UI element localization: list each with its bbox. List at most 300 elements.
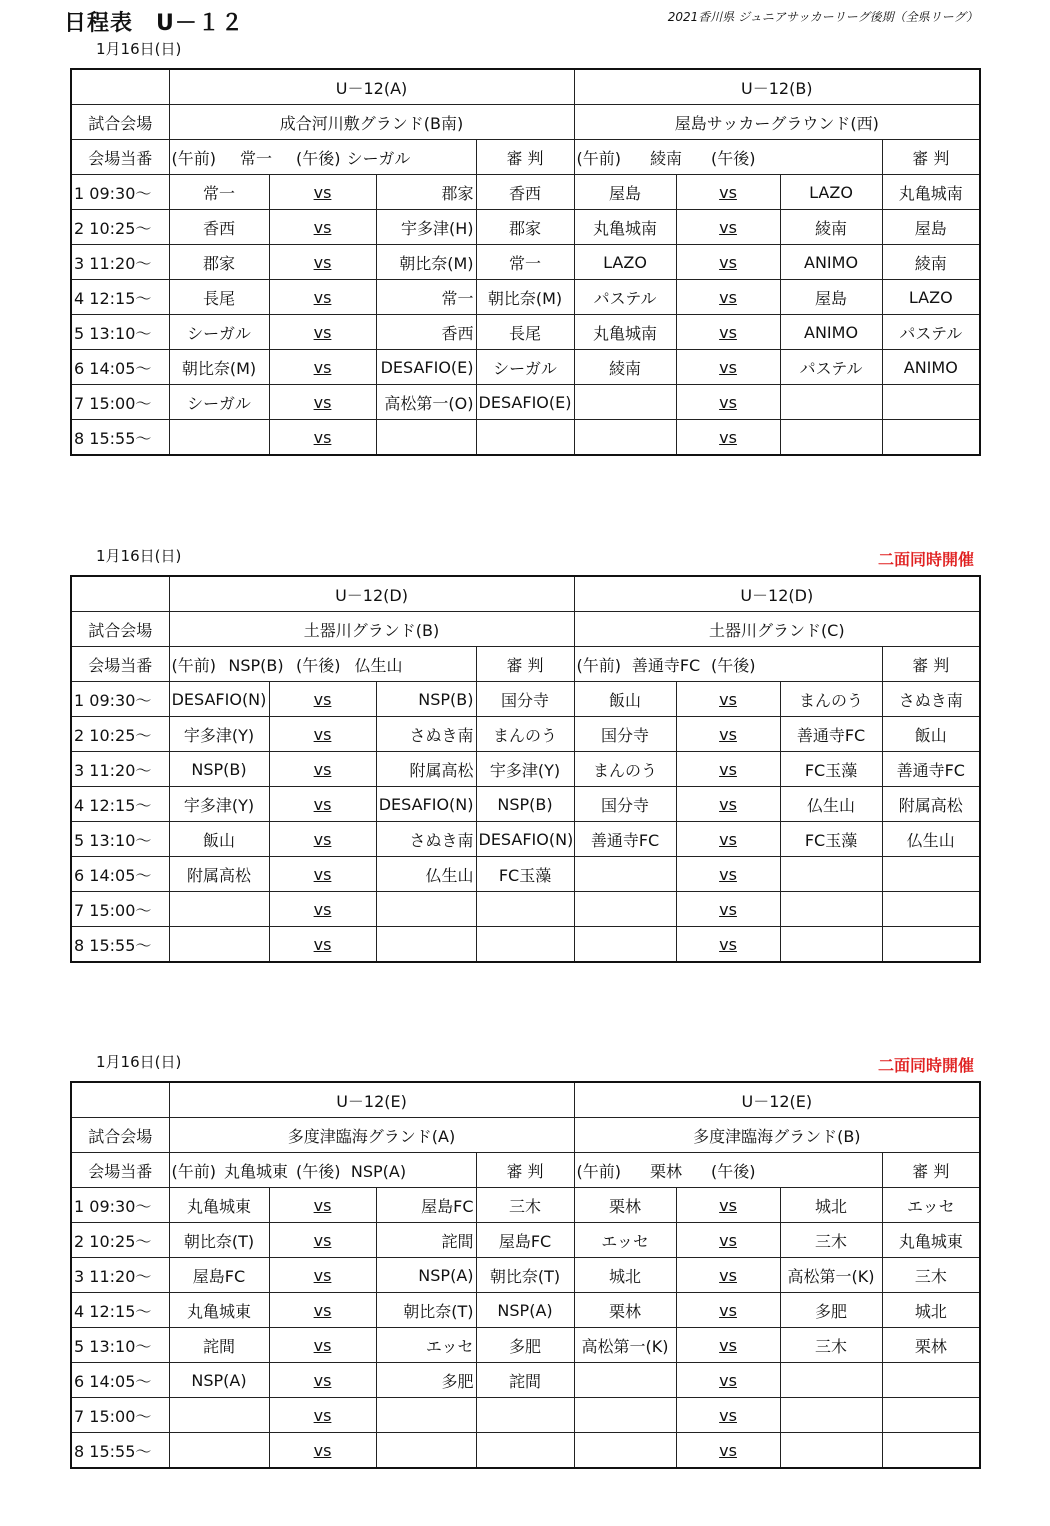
duty-am-left: 常一 bbox=[239, 148, 272, 168]
home-team-left: 詫間 bbox=[169, 1328, 269, 1363]
schedule-section bbox=[70, 38, 980, 478]
referee-left: 長尾 bbox=[476, 315, 574, 350]
slot-number: 4 bbox=[74, 795, 85, 815]
kickoff-time: 13:10～ bbox=[89, 830, 152, 850]
referee-left bbox=[476, 927, 574, 963]
vs-left: vs bbox=[269, 1328, 376, 1363]
referee-right bbox=[882, 857, 980, 892]
vs-left: vs bbox=[269, 1433, 376, 1469]
duty-right bbox=[574, 1153, 882, 1188]
referee-left: 三木 bbox=[476, 1188, 574, 1223]
kickoff-time: 15:55～ bbox=[89, 1441, 152, 1461]
pm-label: (午後) bbox=[711, 655, 756, 675]
home-team-right: 綾南 bbox=[574, 350, 676, 385]
slot-time-cell bbox=[71, 892, 169, 927]
vs-left: vs bbox=[269, 420, 376, 456]
referee-label-left: 審 判 bbox=[476, 647, 574, 682]
vs-right: vs bbox=[676, 350, 780, 385]
away-team-right: 城北 bbox=[780, 1188, 882, 1223]
slot-time-cell bbox=[71, 315, 169, 350]
vs-left: vs bbox=[269, 1188, 376, 1223]
home-team-right: LAZO bbox=[574, 245, 676, 280]
vs-left: vs bbox=[269, 927, 376, 963]
home-team-left: 郡家 bbox=[169, 245, 269, 280]
venue-left: 土器川グランド(B) bbox=[169, 612, 574, 647]
schedule-section bbox=[70, 1051, 980, 1491]
vs-right: vs bbox=[676, 385, 780, 420]
referee-right bbox=[882, 385, 980, 420]
venue-row bbox=[71, 1118, 980, 1153]
away-team-right: 三木 bbox=[780, 1223, 882, 1258]
home-team-right bbox=[574, 420, 676, 456]
am-label: (午前) bbox=[576, 655, 622, 675]
vs-left: vs bbox=[269, 1398, 376, 1433]
venue-left: 成合河川敷グランド(B南) bbox=[169, 105, 574, 140]
am-label: (午前) bbox=[576, 148, 622, 168]
league-name-right: U－12(B) bbox=[574, 69, 980, 105]
slot-number: 3 bbox=[74, 1266, 85, 1286]
simultaneous-note: 二面同時開催 bbox=[877, 1056, 974, 1075]
referee-right bbox=[882, 1363, 980, 1398]
vs-left: vs bbox=[269, 245, 376, 280]
league-header-row bbox=[71, 1082, 980, 1118]
duty-pm-left: シーガル bbox=[346, 148, 411, 168]
match-date: 1月16日(日) bbox=[96, 1053, 182, 1071]
home-team-right bbox=[574, 385, 676, 420]
away-team-right: 高松第一(K) bbox=[780, 1258, 882, 1293]
match-row bbox=[71, 385, 980, 420]
referee-right: 善通寺FC bbox=[882, 752, 980, 787]
slot-time-cell bbox=[71, 1363, 169, 1398]
slot-time-cell bbox=[71, 280, 169, 315]
vs-right: vs bbox=[676, 1293, 780, 1328]
slot-number: 7 bbox=[74, 393, 85, 413]
home-team-left: 朝比奈(M) bbox=[169, 350, 269, 385]
vs-left: vs bbox=[269, 350, 376, 385]
away-team-left bbox=[376, 1433, 476, 1469]
home-team-left: 朝比奈(T) bbox=[169, 1223, 269, 1258]
away-team-left: エッセ bbox=[376, 1328, 476, 1363]
slot-time-cell bbox=[71, 385, 169, 420]
slot-number: 3 bbox=[74, 760, 85, 780]
slot-number: 8 bbox=[74, 428, 85, 448]
away-team-left: NSP(B) bbox=[376, 682, 476, 717]
referee-left bbox=[476, 1433, 574, 1469]
referee-left: DESAFIO(E) bbox=[476, 385, 574, 420]
referee-left: 郡家 bbox=[476, 210, 574, 245]
vs-left: vs bbox=[269, 717, 376, 752]
slot-number: 6 bbox=[74, 865, 85, 885]
away-team-right bbox=[780, 1433, 882, 1469]
league-name-left: U－12(E) bbox=[169, 1082, 574, 1118]
vs-left: vs bbox=[269, 1363, 376, 1398]
away-team-left: 香西 bbox=[376, 315, 476, 350]
kickoff-time: 09:30～ bbox=[89, 1196, 152, 1216]
vs-left: vs bbox=[269, 892, 376, 927]
match-row bbox=[71, 752, 980, 787]
corner-cell bbox=[71, 576, 169, 612]
venue-right: 多度津臨海グランド(B) bbox=[574, 1118, 980, 1153]
vs-right: vs bbox=[676, 927, 780, 963]
match-row bbox=[71, 927, 980, 963]
away-team-left bbox=[376, 1398, 476, 1433]
home-team-right bbox=[574, 1433, 676, 1469]
away-team-right: まんのう bbox=[780, 682, 882, 717]
referee-left: シーガル bbox=[476, 350, 574, 385]
slot-time-cell bbox=[71, 752, 169, 787]
vs-left: vs bbox=[269, 1258, 376, 1293]
duty-am-left: NSP(B) bbox=[228, 655, 284, 675]
league-name-left: U－12(A) bbox=[169, 69, 574, 105]
away-team-left: 屋島FC bbox=[376, 1188, 476, 1223]
home-team-right: 城北 bbox=[574, 1258, 676, 1293]
home-team-left: シーガル bbox=[169, 315, 269, 350]
vs-right: vs bbox=[676, 857, 780, 892]
home-team-right bbox=[574, 892, 676, 927]
referee-label-right: 審 判 bbox=[882, 1153, 980, 1188]
away-team-left: DESAFIO(N) bbox=[376, 787, 476, 822]
vs-right: vs bbox=[676, 752, 780, 787]
vs-right: vs bbox=[676, 175, 780, 210]
match-row bbox=[71, 892, 980, 927]
away-team-left: 朝比奈(T) bbox=[376, 1293, 476, 1328]
duty-left bbox=[169, 140, 476, 175]
vs-right: vs bbox=[676, 892, 780, 927]
venue-left: 多度津臨海グランド(A) bbox=[169, 1118, 574, 1153]
am-label: (午前) bbox=[171, 1161, 216, 1181]
venue-label: 試合会場 bbox=[71, 612, 169, 647]
referee-right bbox=[882, 1433, 980, 1469]
vs-left: vs bbox=[269, 787, 376, 822]
match-row bbox=[71, 175, 980, 210]
slot-number: 1 bbox=[74, 183, 85, 203]
kickoff-time: 15:00～ bbox=[89, 1406, 152, 1426]
home-team-left: DESAFIO(N) bbox=[169, 682, 269, 717]
vs-left: vs bbox=[269, 1293, 376, 1328]
match-row bbox=[71, 717, 980, 752]
kickoff-time: 12:15～ bbox=[89, 288, 152, 308]
vs-right: vs bbox=[676, 1363, 780, 1398]
away-team-right bbox=[780, 385, 882, 420]
away-team-left bbox=[376, 420, 476, 456]
duty-label: 会場当番 bbox=[71, 647, 169, 682]
referee-right: 附属高松 bbox=[882, 787, 980, 822]
home-team-left: 長尾 bbox=[169, 280, 269, 315]
slot-number: 5 bbox=[74, 1336, 85, 1356]
referee-right: さぬき南 bbox=[882, 682, 980, 717]
slot-time-cell bbox=[71, 175, 169, 210]
home-team-right bbox=[574, 1363, 676, 1398]
duty-label: 会場当番 bbox=[71, 140, 169, 175]
slot-number: 5 bbox=[74, 830, 85, 850]
referee-label-right: 審 判 bbox=[882, 647, 980, 682]
away-team-right: 三木 bbox=[780, 1328, 882, 1363]
away-team-left: さぬき南 bbox=[376, 717, 476, 752]
away-team-left: 宇多津(H) bbox=[376, 210, 476, 245]
vs-right: vs bbox=[676, 1433, 780, 1469]
venue-right: 土器川グランド(C) bbox=[574, 612, 980, 647]
away-team-right: 仏生山 bbox=[780, 787, 882, 822]
venue-label: 試合会場 bbox=[71, 1118, 169, 1153]
kickoff-time: 14:05～ bbox=[89, 865, 152, 885]
kickoff-time: 12:15～ bbox=[89, 1301, 152, 1321]
slot-number: 8 bbox=[74, 1441, 85, 1461]
home-team-right: 栗林 bbox=[574, 1293, 676, 1328]
simultaneous-note: 二面同時開催 bbox=[877, 550, 974, 569]
vs-left: vs bbox=[269, 1223, 376, 1258]
slot-number: 4 bbox=[74, 288, 85, 308]
away-team-right: FC玉藻 bbox=[780, 752, 882, 787]
am-label: (午前) bbox=[576, 1161, 622, 1181]
slot-time-cell bbox=[71, 1223, 169, 1258]
pm-label: (午後) bbox=[711, 1161, 756, 1181]
vs-right: vs bbox=[676, 1258, 780, 1293]
slot-number: 1 bbox=[74, 1196, 85, 1216]
kickoff-time: 14:05～ bbox=[89, 358, 152, 378]
away-team-right: 善通寺FC bbox=[780, 717, 882, 752]
match-row bbox=[71, 1433, 980, 1469]
home-team-left: 常一 bbox=[169, 175, 269, 210]
slot-number: 2 bbox=[74, 218, 85, 238]
match-row bbox=[71, 350, 980, 385]
referee-right: 丸亀城東 bbox=[882, 1223, 980, 1258]
slot-number: 1 bbox=[74, 690, 85, 710]
home-team-left: 丸亀城東 bbox=[169, 1188, 269, 1223]
match-row bbox=[71, 280, 980, 315]
home-team-right: 高松第一(K) bbox=[574, 1328, 676, 1363]
slot-time-cell bbox=[71, 717, 169, 752]
duty-left bbox=[169, 647, 476, 682]
home-team-right bbox=[574, 857, 676, 892]
home-team-right: 栗林 bbox=[574, 1188, 676, 1223]
slot-time-cell bbox=[71, 245, 169, 280]
away-team-left: DESAFIO(E) bbox=[376, 350, 476, 385]
home-team-left bbox=[169, 1398, 269, 1433]
referee-label-left: 審 判 bbox=[476, 1153, 574, 1188]
am-label: (午前) bbox=[171, 148, 216, 168]
home-team-left bbox=[169, 1433, 269, 1469]
pm-label: (午後) bbox=[296, 1161, 341, 1181]
vs-left: vs bbox=[269, 857, 376, 892]
slot-number: 2 bbox=[74, 725, 85, 745]
kickoff-time: 11:20～ bbox=[89, 1266, 152, 1286]
referee-right: 丸亀城南 bbox=[882, 175, 980, 210]
am-label: (午前) bbox=[171, 655, 216, 675]
home-team-left: 附属高松 bbox=[169, 857, 269, 892]
referee-left: 常一 bbox=[476, 245, 574, 280]
slot-time-cell bbox=[71, 1328, 169, 1363]
duty-am-left: 丸亀城東 bbox=[223, 1161, 288, 1181]
vs-left: vs bbox=[269, 682, 376, 717]
kickoff-time: 09:30～ bbox=[89, 690, 152, 710]
vs-left: vs bbox=[269, 385, 376, 420]
away-team-left: 詫間 bbox=[376, 1223, 476, 1258]
referee-right: エッセ bbox=[882, 1188, 980, 1223]
vs-right: vs bbox=[676, 1223, 780, 1258]
away-team-left: 附属高松 bbox=[376, 752, 476, 787]
vs-right: vs bbox=[676, 682, 780, 717]
slot-time-cell bbox=[71, 787, 169, 822]
match-row bbox=[71, 1293, 980, 1328]
away-team-left: さぬき南 bbox=[376, 822, 476, 857]
away-team-right: LAZO bbox=[780, 175, 882, 210]
vs-right: vs bbox=[676, 1328, 780, 1363]
referee-left: 屋島FC bbox=[476, 1223, 574, 1258]
vs-right: vs bbox=[676, 1188, 780, 1223]
referee-left: 朝比奈(T) bbox=[476, 1258, 574, 1293]
referee-left: 国分寺 bbox=[476, 682, 574, 717]
vs-left: vs bbox=[269, 280, 376, 315]
home-team-right: パステル bbox=[574, 280, 676, 315]
kickoff-time: 12:15～ bbox=[89, 795, 152, 815]
away-team-right bbox=[780, 420, 882, 456]
referee-left: 多肥 bbox=[476, 1328, 574, 1363]
schedule-table bbox=[70, 1081, 981, 1469]
kickoff-time: 15:55～ bbox=[89, 428, 152, 448]
kickoff-time: 09:30～ bbox=[89, 183, 152, 203]
pm-label: (午後) bbox=[296, 655, 341, 675]
duty-am-right: 善通寺FC bbox=[631, 655, 701, 675]
vs-right: vs bbox=[676, 1398, 780, 1433]
away-team-right: 多肥 bbox=[780, 1293, 882, 1328]
vs-left: vs bbox=[269, 315, 376, 350]
duty-row bbox=[71, 1153, 980, 1188]
referee-right bbox=[882, 892, 980, 927]
league-header-row bbox=[71, 576, 980, 612]
match-row bbox=[71, 822, 980, 857]
referee-right: LAZO bbox=[882, 280, 980, 315]
referee-left: 香西 bbox=[476, 175, 574, 210]
kickoff-time: 13:10～ bbox=[89, 323, 152, 343]
match-row bbox=[71, 1398, 980, 1433]
home-team-left: 丸亀城東 bbox=[169, 1293, 269, 1328]
home-team-right: 飯山 bbox=[574, 682, 676, 717]
slot-time-cell bbox=[71, 1188, 169, 1223]
away-team-right bbox=[780, 1398, 882, 1433]
away-team-right bbox=[780, 927, 882, 963]
kickoff-time: 15:00～ bbox=[89, 393, 152, 413]
slot-time-cell bbox=[71, 210, 169, 245]
referee-left: NSP(B) bbox=[476, 787, 574, 822]
away-team-left bbox=[376, 927, 476, 963]
referee-left: 宇多津(Y) bbox=[476, 752, 574, 787]
corner-cell bbox=[71, 69, 169, 105]
referee-right: 屋島 bbox=[882, 210, 980, 245]
home-team-left: 屋島FC bbox=[169, 1258, 269, 1293]
league-header-row bbox=[71, 69, 980, 105]
referee-left: 詫間 bbox=[476, 1363, 574, 1398]
duty-right bbox=[574, 647, 882, 682]
referee-right: 飯山 bbox=[882, 717, 980, 752]
slot-number: 7 bbox=[74, 900, 85, 920]
home-team-left: NSP(A) bbox=[169, 1363, 269, 1398]
slot-time-cell bbox=[71, 857, 169, 892]
away-team-left: 多肥 bbox=[376, 1363, 476, 1398]
home-team-right bbox=[574, 1398, 676, 1433]
referee-left: DESAFIO(N) bbox=[476, 822, 574, 857]
referee-right: ANIMO bbox=[882, 350, 980, 385]
home-team-right: まんのう bbox=[574, 752, 676, 787]
schedule-section bbox=[70, 545, 980, 985]
away-team-right: 綾南 bbox=[780, 210, 882, 245]
slot-number: 5 bbox=[74, 323, 85, 343]
match-row bbox=[71, 1328, 980, 1363]
away-team-left: NSP(A) bbox=[376, 1258, 476, 1293]
vs-right: vs bbox=[676, 420, 780, 456]
corner-cell bbox=[71, 1082, 169, 1118]
vs-left: vs bbox=[269, 752, 376, 787]
referee-right: 栗林 bbox=[882, 1328, 980, 1363]
away-team-right: 屋島 bbox=[780, 280, 882, 315]
match-row bbox=[71, 682, 980, 717]
slot-time-cell bbox=[71, 822, 169, 857]
duty-left bbox=[169, 1153, 476, 1188]
vs-right: vs bbox=[676, 787, 780, 822]
vs-right: vs bbox=[676, 315, 780, 350]
away-team-left: 常一 bbox=[376, 280, 476, 315]
slot-time-cell bbox=[71, 1258, 169, 1293]
home-team-left: 宇多津(Y) bbox=[169, 717, 269, 752]
home-team-left bbox=[169, 927, 269, 963]
home-team-left: シーガル bbox=[169, 385, 269, 420]
schedule-table bbox=[70, 68, 981, 456]
slot-time-cell bbox=[71, 1398, 169, 1433]
slot-number: 6 bbox=[74, 358, 85, 378]
slot-number: 4 bbox=[74, 1301, 85, 1321]
referee-left: 朝比奈(M) bbox=[476, 280, 574, 315]
slot-number: 6 bbox=[74, 1371, 85, 1391]
vs-left: vs bbox=[269, 175, 376, 210]
referee-right: 綾南 bbox=[882, 245, 980, 280]
referee-right bbox=[882, 420, 980, 456]
kickoff-time: 11:20～ bbox=[89, 253, 152, 273]
vs-left: vs bbox=[269, 210, 376, 245]
venue-right: 屋島サッカーグラウンド(西) bbox=[574, 105, 980, 140]
away-team-right bbox=[780, 892, 882, 927]
home-team-right: 丸亀城南 bbox=[574, 210, 676, 245]
slot-time-cell bbox=[71, 350, 169, 385]
match-row bbox=[71, 1258, 980, 1293]
pm-label: (午後) bbox=[296, 148, 341, 168]
duty-row bbox=[71, 140, 980, 175]
duty-am-right: 栗林 bbox=[650, 1161, 683, 1181]
kickoff-time: 13:10～ bbox=[89, 1336, 152, 1356]
league-name-left: U－12(D) bbox=[169, 576, 574, 612]
kickoff-time: 15:00～ bbox=[89, 900, 152, 920]
home-team-left: 飯山 bbox=[169, 822, 269, 857]
away-team-right: FC玉藻 bbox=[780, 822, 882, 857]
referee-label-right: 審 判 bbox=[882, 140, 980, 175]
kickoff-time: 10:25～ bbox=[89, 725, 152, 745]
referee-label-left: 審 判 bbox=[476, 140, 574, 175]
match-row bbox=[71, 857, 980, 892]
home-team-right: 国分寺 bbox=[574, 787, 676, 822]
home-team-right: 屋島 bbox=[574, 175, 676, 210]
referee-left bbox=[476, 1398, 574, 1433]
away-team-right bbox=[780, 1363, 882, 1398]
kickoff-time: 14:05～ bbox=[89, 1371, 152, 1391]
match-row bbox=[71, 245, 980, 280]
match-row bbox=[71, 1223, 980, 1258]
match-row bbox=[71, 1188, 980, 1223]
duty-row bbox=[71, 647, 980, 682]
page-subtitle: 2021香川県 ジュニアサッカーリーグ後期（全県リーグ） bbox=[667, 10, 978, 24]
league-name-right: U－12(E) bbox=[574, 1082, 980, 1118]
vs-right: vs bbox=[676, 280, 780, 315]
referee-left bbox=[476, 892, 574, 927]
vs-right: vs bbox=[676, 245, 780, 280]
home-team-left bbox=[169, 892, 269, 927]
